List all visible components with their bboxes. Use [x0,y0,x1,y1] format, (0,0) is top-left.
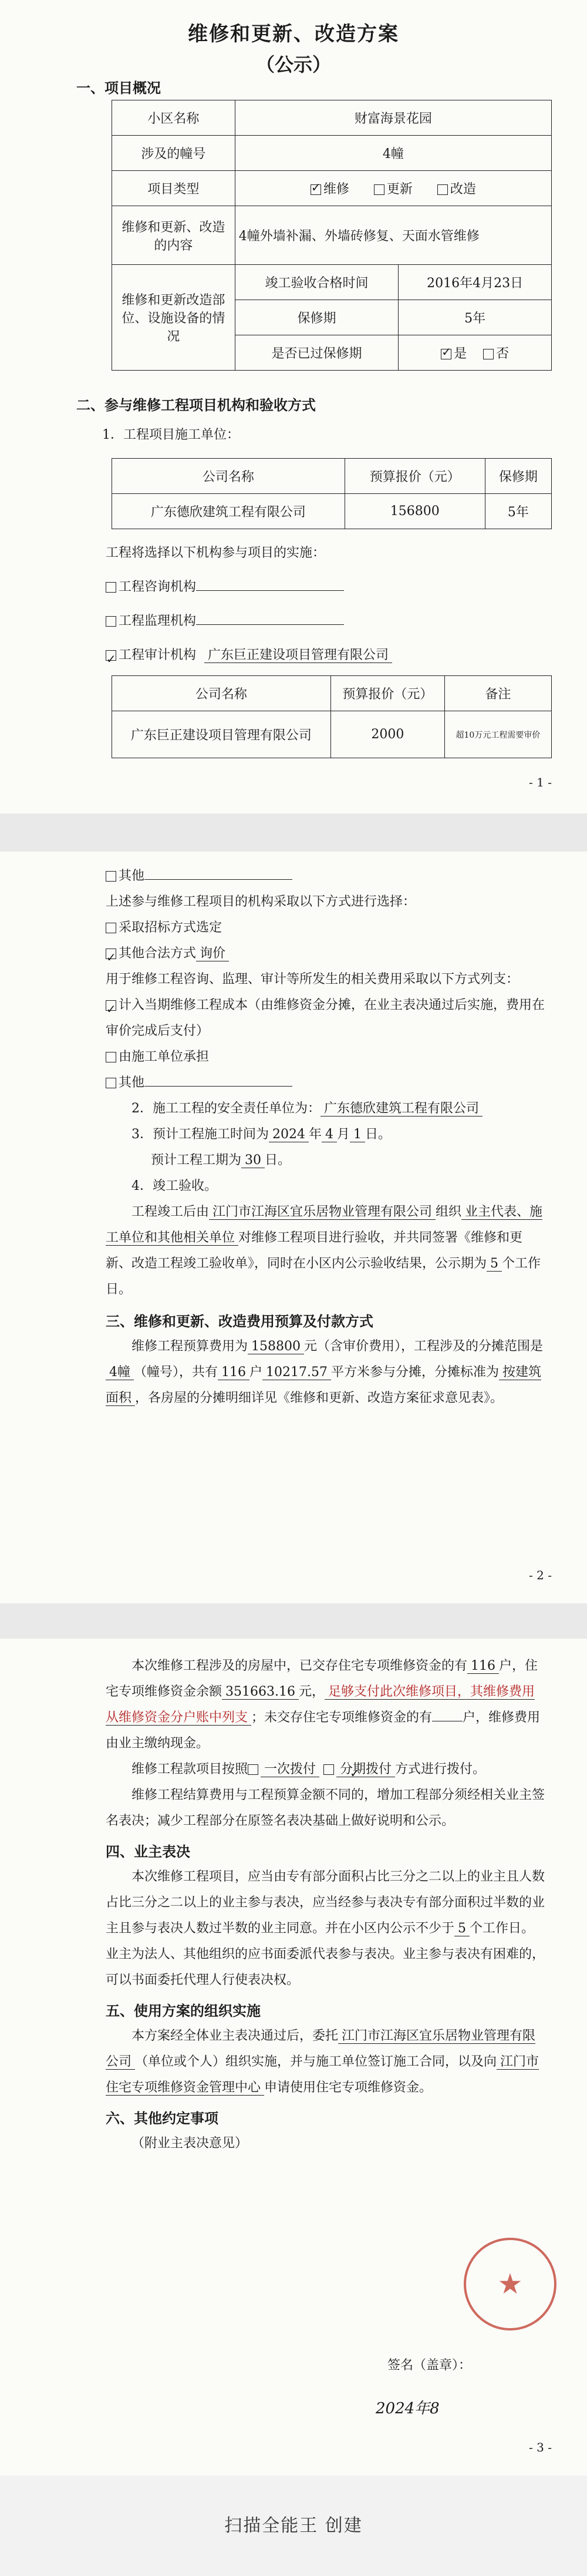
checkbox-include-cost[interactable] [106,1000,116,1011]
audit-table: 公司名称 预算报价（元） 备注 广东巨正建设项目管理有限公司 2000 超10万元工程需要审价 [112,675,552,758]
project-type-options: ✓ 维修 更新 改造 [235,171,551,206]
warranty-expired-options: ✓ 是 否 [399,335,552,371]
page-number: - 1 - [529,775,552,789]
checkbox-other-agency[interactable] [106,871,116,882]
checkbox-repair[interactable] [311,184,321,195]
page-gap [0,1603,587,1639]
page-number: - 2 - [529,1568,552,1582]
checkbox-contractor-bears[interactable] [106,1052,116,1062]
signature-label: 签名（盖章）： [387,2358,472,2373]
checkbox-no[interactable] [483,349,494,359]
checkbox-one-time[interactable] [248,1764,258,1775]
company-seal [464,2238,556,2330]
section-4-heading: 四、业主表决 [106,1843,190,1860]
footer-text: 扫描全能王 创建 [224,2516,363,2536]
doc-subtitle: （公示） [255,53,331,76]
doc-title: 维修和更新、改造方案 [188,22,399,46]
project-overview-table: 小区名称 财富海景花园 涉及的幢号 4幢 项目类型 ✓ 维修 更新 改造 维修和更新、改造的内容 4幢外墙补漏、外墙砖修复、天面水管维修 维修和更新改造部位、设施设备的情况 竣工验收合格时间 2016年4月23日 保修期 5年 是否已过保修期 ✓ 是 否 [112,100,552,371]
section-3-heading: 三、维修和更新、改造费用预算及付款方式 [106,1313,373,1330]
section-1-heading: 一、项目概况 [76,79,161,96]
section-6-heading: 六、其他约定事项 [106,2110,218,2127]
checkbox-tender[interactable] [106,923,116,933]
page-2: 其他 上述参与维修工程项目的机构采取以下方式进行选择： 采取招标方式选定 ✓其他合法方式 询价 用于维修工程咨询、监理、审计等所发生的相关费用采取以下方式列支： ✓计入当期维修工程成本（由维修资金分摊，在业主表决通过后实施，费用在审价完成后支付） 由施工单位承担 其他 2．施工工程的安全责任单位为： 广东德欣建筑工程有限公司 3．预计工程施工时间为 2024 年 4 月 1 日。 预计工程工期为 30 日。 4．竣工验收。 工程竣工后由 江门市江海区宜乐居物业管理有限公司 组织 业主代表、施工单位和其他相关单位 对维修工程项目进行验收，并共同签署《维修和更新、改造工程竣工验收单》，同时在小区内公示验收结果，公示期为 5 个工作日。 三、维修和更新、改造费用预算及付款方式 维修工程预算费用为 158800 元（含审价费用），工程涉及的分摊范围是4幢 （幢号），共有 116 户 10217.57 平方米参与分摊，分摊标准为 按建筑面积 ，各房屋的分摊明细详见《维修和更新、改造方案征求意见表》。 - 2 - [0,852,587,1603]
checkbox-renovate[interactable] [437,184,448,195]
checkbox-other-legal[interactable] [106,949,116,959]
page-number: - 3 - [529,2440,552,2454]
page-1: 维修和更新、改造方案 （公示） 一、项目概况 小区名称 财富海景花园 涉及的幢号 4幢 项目类型 ✓ 维修 更新 改造 维修和更新、改造的内容 4幢外墙补漏、外墙砖修复、天面水管维修 维修和更新改造部位、设施设备的情况 竣工验收合格时间 2016年4月23日 保修期 5年 是否已过保修期 ✓ 是 否 二、参与维修工程项目机构和验收方式 1．工程项目施工单位： 公司名称 预算报价（元） 保修期 广东德欣建筑工程有限公司 156800 5年 工程将选择以下机构参与项目的实施： 工程咨询机构 工程监理机构 ✓工程审计机构 广东巨正建设项目管理有限公司 公司名称 预算报价（元） 备注 广东巨正建设项目管理有限公司 2000 超10万元工程需要审价 - 1 - [0,0,587,813]
checkbox-consulting[interactable] [106,582,116,593]
checkbox-supervision[interactable] [106,616,116,627]
section-2-heading: 二、参与维修工程项目机构和验收方式 [76,396,316,413]
section-5-heading: 五、使用方案的组织实施 [106,2002,261,2019]
star-icon: ★ [497,2268,523,2301]
contractor-table: 公司名称 预算报价（元） 保修期 广东德欣建筑工程有限公司 156800 5年 [112,458,552,529]
scanner-footer [0,2476,587,2576]
page-3: 本次维修工程涉及的房屋中，已交存住宅专项维修资金的有 116 户，住宅专项维修资金余额 351663.16 元， 足够支付此次维修项目，其维修费用从维修资金分户账中列支 ；未交存住宅专项维修资金的有 户，维修费用由业主缴纳现金。 维修工程款项目按照 一次拨付 ✓ 分期拨付 方式进行拨付。 维修工程结算费用与工程预算金额不同的，增加工程部分须经相关业主签名表决；减少工程部分在原签名表决基础上做好说明和公示。 四、业主表决 本次维修工程项目，应当由专有部分面积占比三分之二以上的业主且人数占比三分之二以上的业主参与表决，应当经参与表决专有部分面积过半数的业主且参与表决人数过半数的业主同意。并在小区内公示不少于 5 个工作日。业主为法人、其他组织的应书面委派代表参与表决。业主参与表决有困难的，可以书面委托代理人行使表决权。 五、使用方案的组织实施 本方案经全体业主表决通过后，委托 江门市江海区宜乐居物业管理有限公司 （单位或个人）组织实施，并与施工单位签订施工合同，以及向 江门市住宅专项维修资金管理中心 申请使用住宅专项维修资金。 六、其他约定事项 （附业主表决意见） ★ 签名（盖章）： 2024年8 - 3 - [0,1639,587,2476]
checkbox-yes[interactable] [441,349,451,359]
checkbox-update[interactable] [374,184,384,195]
page-gap [0,813,587,852]
checkbox-other-cost[interactable] [106,1078,116,1088]
checkbox-audit[interactable] [106,650,116,661]
checkbox-installment[interactable] [323,1764,334,1775]
handwritten-date: 2024年8 [376,2400,440,2417]
